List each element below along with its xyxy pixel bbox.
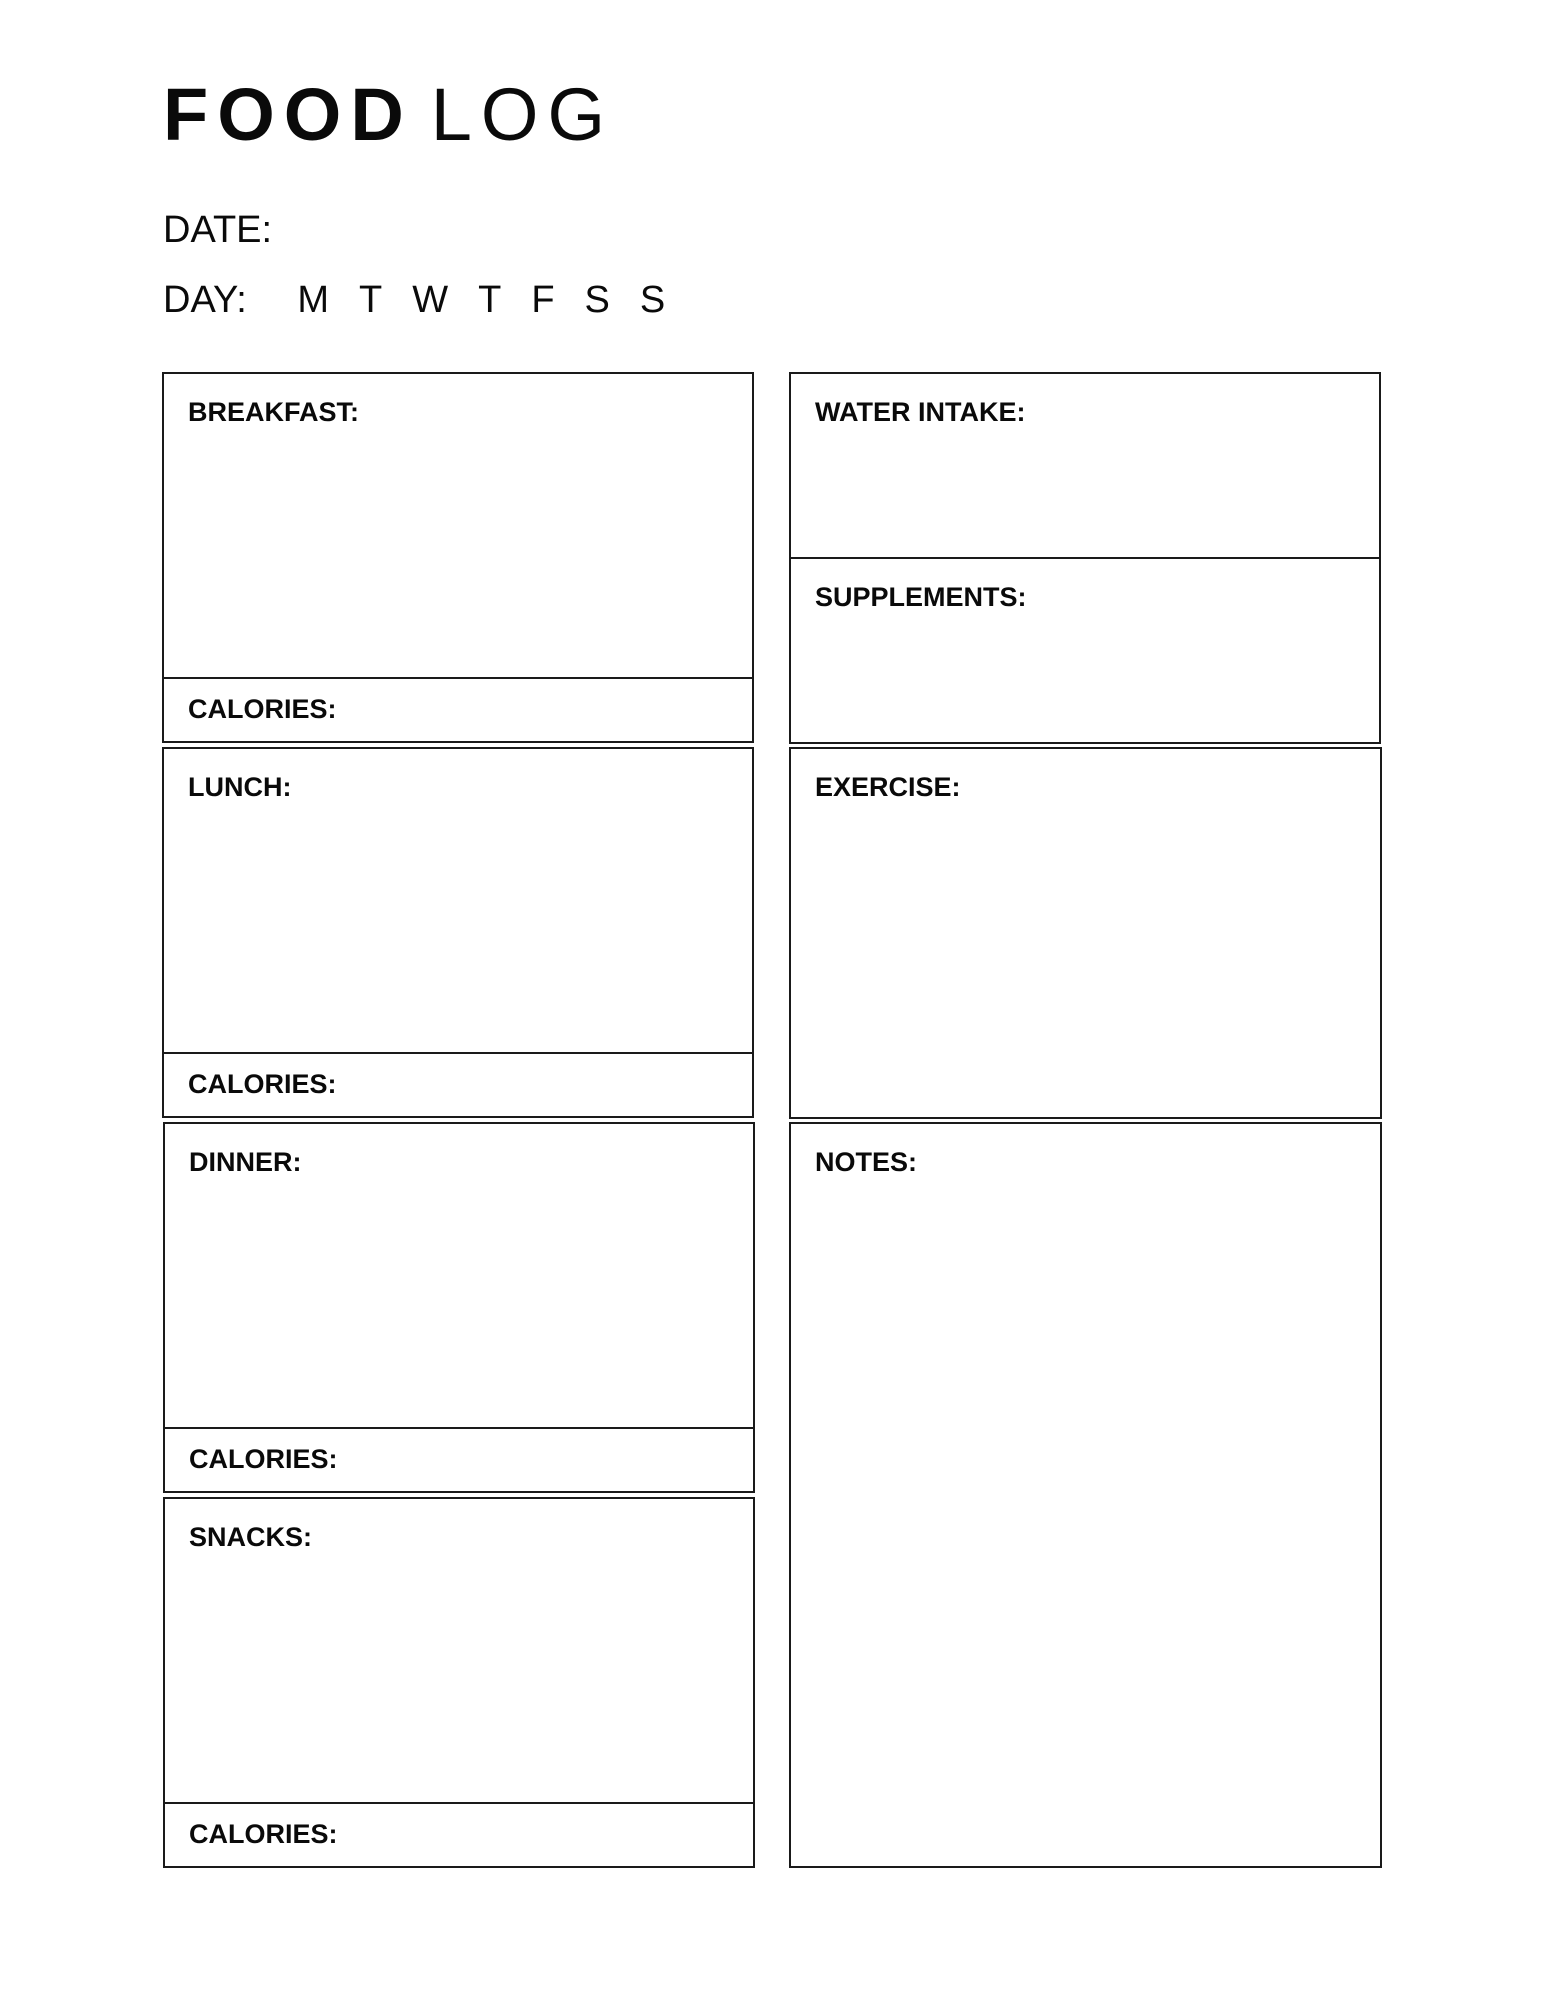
day-tuesday[interactable]: T	[359, 279, 383, 321]
lunch-calories-row[interactable]	[164, 1052, 752, 1116]
exercise-label: EXERCISE:	[815, 772, 961, 802]
lunch-box[interactable]	[162, 747, 754, 1118]
page-title	[163, 70, 614, 160]
snacks-calories-row[interactable]	[165, 1802, 753, 1866]
breakfast-label: BREAKFAST:	[188, 397, 360, 427]
snacks-label: SNACKS:	[189, 1522, 313, 1552]
breakfast-calories-label: CALORIES:	[188, 694, 337, 724]
notes-box[interactable]	[789, 1122, 1382, 1868]
dinner-box[interactable]	[163, 1122, 755, 1493]
dinner-label: DINNER:	[189, 1147, 302, 1177]
lunch-calories-label: CALORIES:	[188, 1069, 337, 1099]
exercise-box[interactable]	[789, 747, 1382, 1119]
date-label: DATE:	[163, 209, 273, 251]
day-thursday[interactable]: T	[478, 279, 502, 321]
supplements-box[interactable]	[789, 557, 1381, 744]
snacks-box[interactable]	[163, 1497, 755, 1868]
supplements-label: SUPPLEMENTS:	[815, 582, 1027, 612]
day-monday[interactable]: M	[297, 279, 329, 321]
water-intake-label: WATER INTAKE:	[815, 397, 1026, 427]
date-field[interactable]	[163, 207, 272, 253]
water-intake-box[interactable]	[789, 372, 1381, 559]
dinner-calories-label: CALORIES:	[189, 1444, 338, 1474]
breakfast-box[interactable]	[162, 372, 754, 743]
day-saturday[interactable]: S	[584, 279, 610, 321]
breakfast-calories-row[interactable]	[164, 677, 752, 741]
day-friday[interactable]: F	[531, 279, 555, 321]
day-sunday[interactable]: S	[639, 279, 666, 321]
snacks-calories-label: CALORIES:	[189, 1819, 338, 1849]
day-label: DAY:	[163, 279, 247, 321]
day-selector	[163, 277, 695, 323]
notes-label: NOTES:	[815, 1147, 918, 1177]
title-light: LOG	[430, 73, 615, 156]
lunch-label: LUNCH:	[188, 772, 292, 802]
dinner-calories-row[interactable]	[165, 1427, 753, 1491]
day-wednesday[interactable]: W	[412, 279, 449, 321]
title-bold: FOOD	[163, 73, 413, 156]
day-letters	[297, 277, 695, 323]
